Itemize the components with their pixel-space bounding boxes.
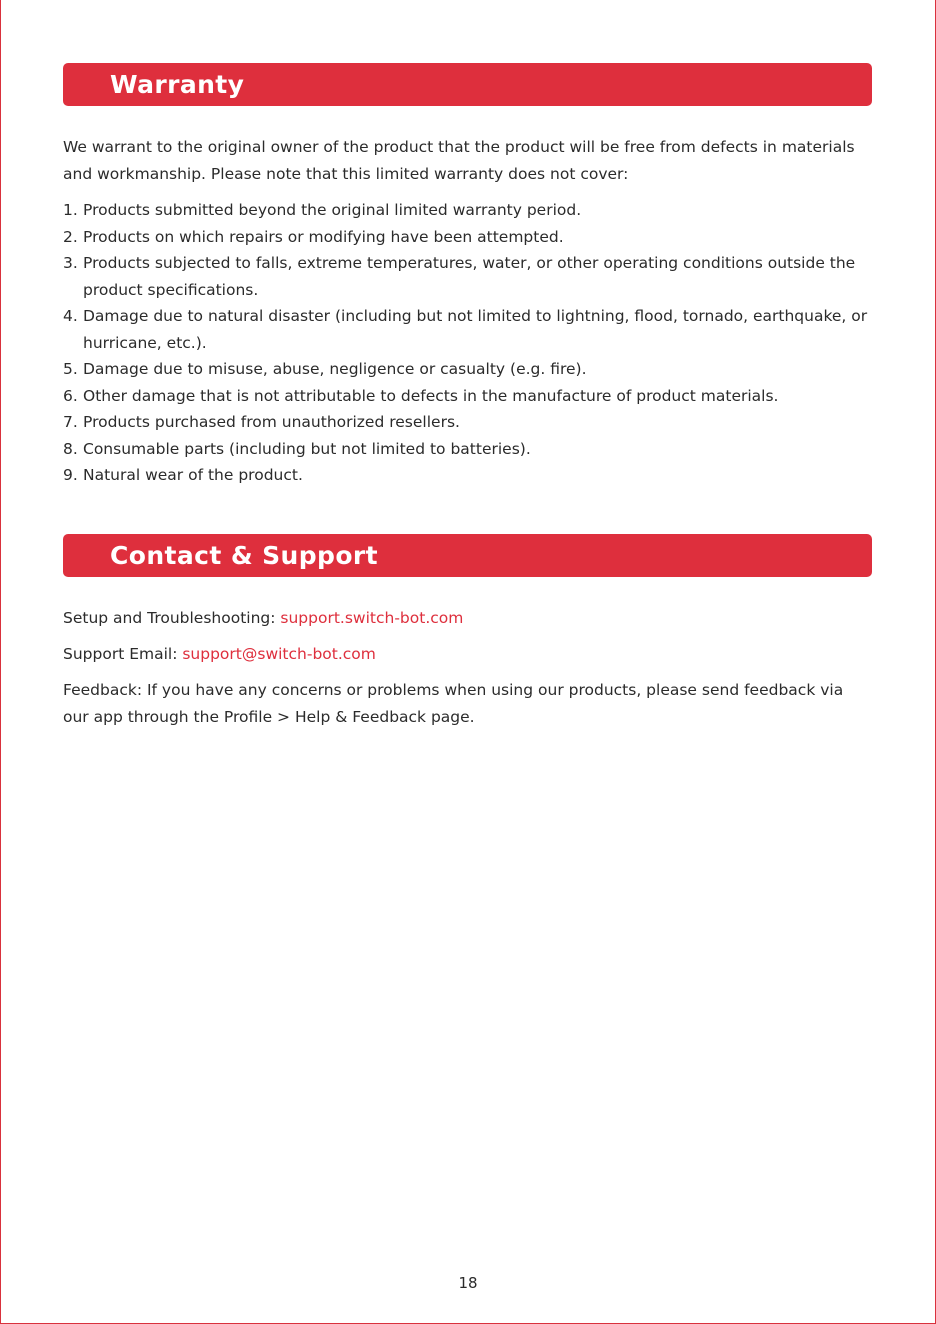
list-item: 1. Products submitted beyond the original limited warranty period. [63, 201, 582, 219]
setup-link[interactable]: support.switch-bot.com [280, 609, 464, 627]
contact-support-title: Contact & Support [110, 541, 378, 570]
support-email-link[interactable]: support@switch-bot.com [182, 645, 376, 663]
email-label: Support Email: [63, 645, 183, 663]
feedback-text: Feedback: If you have any concerns or problems when using our products, please send feedback via our app through the Profile > Help & Feedback page. [63, 681, 844, 726]
list-item: 4. Damage due to natural disaster (including but not limited to lightning, flood, tornado, earthquake, or hurricane, etc.). [63, 307, 868, 352]
warranty-title: Warranty [110, 70, 245, 99]
warranty-section-header [63, 63, 872, 106]
list-item: 9. Natural wear of the product. [63, 466, 303, 484]
list-item: 7. Products purchased from unauthorized resellers. [63, 413, 460, 431]
setup-label: Setup and Troubleshooting: [63, 609, 281, 627]
list-item: 2. Products on which repairs or modifying have been attempted. [63, 227, 564, 246]
support-email-line [63, 641, 873, 668]
warranty-intro: We warrant to the original owner of the product that the product will be free from defects in materials and workmanship. Please note that this limited warranty does not cover: [63, 138, 855, 183]
setup-troubleshooting-line [63, 605, 873, 632]
warranty-exclusions-list [63, 197, 873, 489]
list-item: 8. Consumable parts (including but not limited to batteries). [63, 439, 531, 458]
list-item: 6. Other damage that is not attributable to defects in the manufacture of product materials. [63, 386, 779, 405]
list-item: 5. Damage due to misuse, abuse, negligence or casualty (e.g. fire). [63, 360, 587, 378]
list-item: 3. Products subjected to falls, extreme temperatures, water, or other operating conditions outside the product specifications. [63, 254, 856, 299]
page-number: 18 [458, 1274, 478, 1292]
contact-support-section-header [63, 534, 872, 577]
